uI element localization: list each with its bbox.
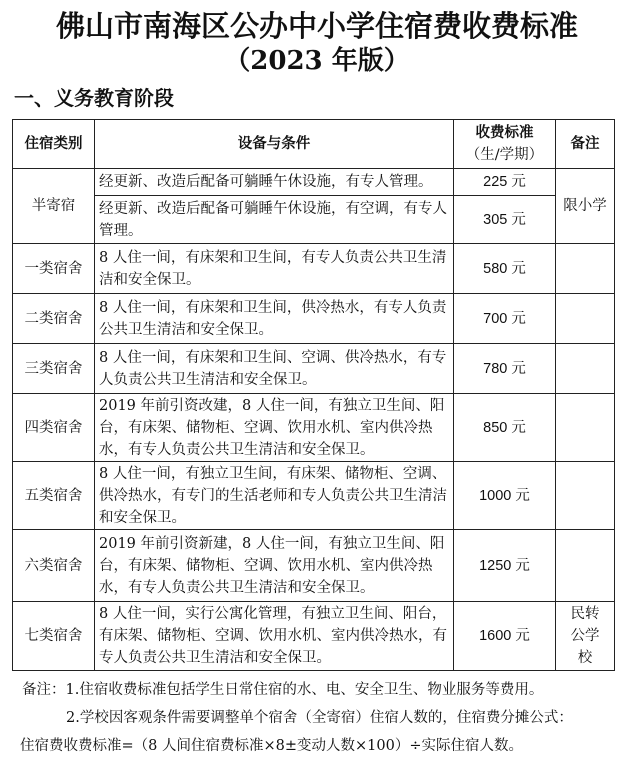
type-cell: 七类宿舍 <box>13 602 95 671</box>
note-2: 2.学校因客观条件需要调整单个宿舍（全寄宿）住宿人数的，住宿费分摊公式： <box>66 710 573 726</box>
table-row <box>13 530 615 602</box>
fee-cell: 1250 元 <box>454 530 556 602</box>
fee-cell: 1600 元 <box>454 602 556 671</box>
conditions-cell: 经更新、改造后配备可躺睡午休设施，有专人管理。 <box>95 169 454 196</box>
type-cell: 四类宿舍 <box>13 394 95 462</box>
table-row <box>13 344 615 394</box>
header-fee <box>454 120 556 169</box>
type-cell: 五类宿舍 <box>13 462 95 530</box>
conditions-cell: 经更新、改造后配备可躺睡午休设施，有空调，有专人管理。 <box>95 196 454 244</box>
remark-cell <box>556 462 615 530</box>
notes-label: 备注： <box>22 682 66 698</box>
table-row <box>13 244 615 294</box>
table-header-row <box>13 120 615 169</box>
header-remark: 备注 <box>556 120 615 169</box>
note-1 <box>22 676 622 704</box>
header-fee-line2: （生/学期） <box>465 147 544 163</box>
conditions-cell: 2019 年前引资改建，8 人住一间，有独立卫生间、阳台，有床架、储物柜、空调、饮用水机、室内供冷热水，有专人负责公共卫生清洁和安全保卫。 <box>95 394 454 462</box>
fee-cell: 700 元 <box>454 294 556 344</box>
type-cell: 一类宿舍 <box>13 244 95 294</box>
remark-cell <box>556 530 615 602</box>
note-formula: 住宿费收费标准=（8 人间住宿费标准×8±变动人数×100）÷实际住宿人数。 <box>20 738 523 754</box>
remark-cell <box>556 344 615 394</box>
table-row <box>13 462 615 530</box>
section-heading: 一、义务教育阶段 <box>14 86 174 110</box>
notes-block <box>22 676 622 760</box>
table-row <box>13 169 615 196</box>
type-cell: 半寄宿 <box>13 169 95 244</box>
remark-cell <box>556 394 615 462</box>
fee-table <box>12 119 615 671</box>
conditions-cell: 8 人住一间，有床架和卫生间、空调、供冷热水，有专人负责公共卫生清洁和安全保卫。 <box>95 344 454 394</box>
table-row <box>13 394 615 462</box>
header-conditions: 设备与条件 <box>95 120 454 169</box>
table-row <box>13 294 615 344</box>
fee-cell: 580 元 <box>454 244 556 294</box>
remark-cell <box>556 294 615 344</box>
remark-cell: 限小学 <box>556 169 615 244</box>
header-type: 住宿类别 <box>13 120 95 169</box>
document-title: 佛山市南海区公办中小学住宿费收费标准 <box>55 9 578 43</box>
fee-cell: 225 元 <box>454 169 556 196</box>
remark-cell <box>556 244 615 294</box>
table-row <box>13 602 615 671</box>
fee-cell: 850 元 <box>454 394 556 462</box>
conditions-cell: 8 人住一间，有床架和卫生间，供冷热水，有专人负责公共卫生清洁和安全保卫。 <box>95 294 454 344</box>
conditions-cell: 2019 年前引资新建，8 人住一间，有独立卫生间、阳台，有床架、储物柜、空调、饮用水机、室内供冷热水，有专人负责公共卫生清洁和安全保卫。 <box>95 530 454 602</box>
document-subtitle: （2023 年版） <box>224 46 410 76</box>
header-fee-line1: 收费标准 <box>475 125 534 141</box>
conditions-cell: 8 人住一间，有独立卫生间，有床架、储物柜、空调、供冷热水，有专门的生活老师和专人负责公共卫生清洁和安全保卫。 <box>95 462 454 530</box>
type-cell: 二类宿舍 <box>13 294 95 344</box>
type-cell: 六类宿舍 <box>13 530 95 602</box>
fee-cell: 305 元 <box>454 196 556 244</box>
type-cell: 三类宿舍 <box>13 344 95 394</box>
conditions-cell: 8 人住一间，实行公寓化管理，有独立卫生间、阳台，有床架、储物柜、空调、饮用水机、室内供冷热水，有专人负责公共卫生清洁和安全保卫。 <box>95 602 454 671</box>
remark-cell: 民转公学校 <box>556 602 615 671</box>
note-1-text: 1.住宿收费标准包括学生日常住宿的水、电、安全卫生、物业服务等费用。 <box>65 682 544 698</box>
fee-cell: 1000 元 <box>454 462 556 530</box>
table-row <box>13 196 615 244</box>
conditions-cell: 8 人住一间，有床架和卫生间，有专人负责公共卫生清洁和安全保卫。 <box>95 244 454 294</box>
fee-cell: 780 元 <box>454 344 556 394</box>
